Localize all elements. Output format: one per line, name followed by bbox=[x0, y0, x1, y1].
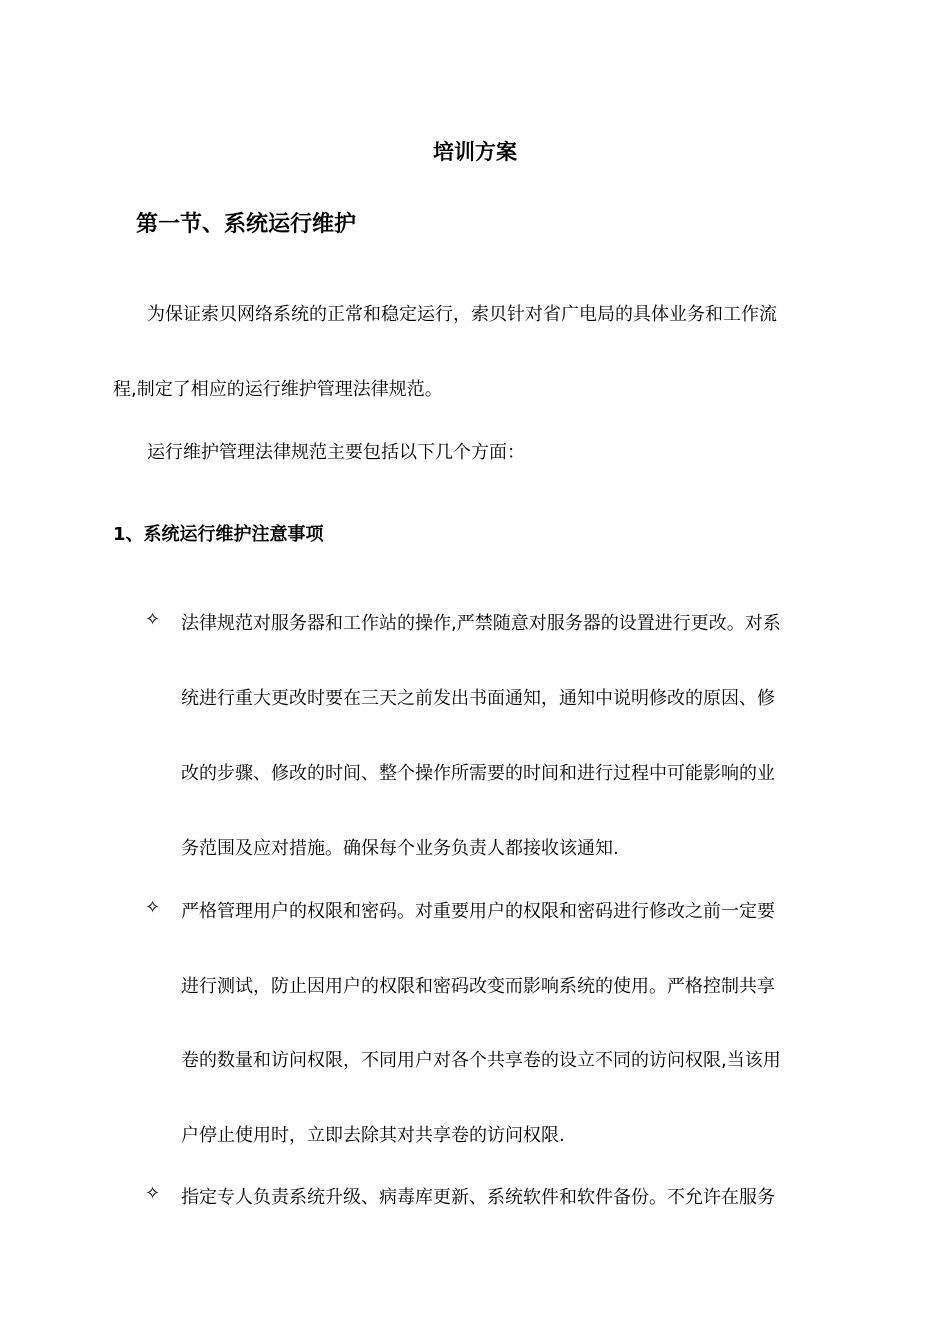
document-title: 培训方案 bbox=[433, 140, 517, 164]
bullet-marker-icon: ✧ bbox=[145, 897, 161, 918]
bullet-2-line-1: 严格管理用户的权限和密码。对重要用户的权限和密码进行修改之前一定要 bbox=[181, 901, 775, 922]
bullet-2-line-3: 卷的数量和访问权限，不同用户对各个共享卷的设立不同的访问权限,当该用 bbox=[181, 1050, 781, 1071]
bullet-3-line-1: 指定专人负责系统升级、病毒库更新、系统软件和软件备份。不允许在服务 bbox=[181, 1187, 775, 1208]
bullet-2-line-2: 进行测试，防止因用户的权限和密码改变而影响系统的使用。严格控制共享 bbox=[181, 976, 775, 997]
bullet-marker-icon: ✧ bbox=[145, 1183, 161, 1204]
section-heading: 第一节、系统运行维护 bbox=[136, 212, 357, 237]
bullet-1-line-2: 统进行重大更改时要在三天之前发出书面通知，通知中说明修改的原因、修 bbox=[181, 688, 775, 709]
bullet-1-line-1: 法律规范对服务器和工作站的操作,严禁随意对服务器的设置进行更改。对系 bbox=[181, 613, 781, 634]
intro-line-2: 程,制定了相应的运行维护管理法律规范。 bbox=[113, 379, 443, 400]
intro-line-1: 为保证索贝网络系统的正常和稳定运行，索贝针对省广电局的具体业务和工作流 bbox=[147, 304, 777, 325]
lead-line: 运行维护管理法律规范主要包括以下几个方面： bbox=[147, 442, 525, 463]
bullet-marker-icon: ✧ bbox=[145, 609, 161, 630]
bullet-2-line-4: 户停止使用时，立即去除其对共享卷的访问权限. bbox=[181, 1125, 565, 1146]
bullet-1-line-3: 改的步骤、修改的时间、整个操作所需要的时间和进行过程中可能影响的业 bbox=[181, 763, 775, 784]
subheading: 1、系统运行维护注意事项 bbox=[113, 524, 324, 545]
bullet-1-line-4: 务范围及应对措施。确保每个业务负责人都接收该通知. bbox=[181, 838, 619, 859]
